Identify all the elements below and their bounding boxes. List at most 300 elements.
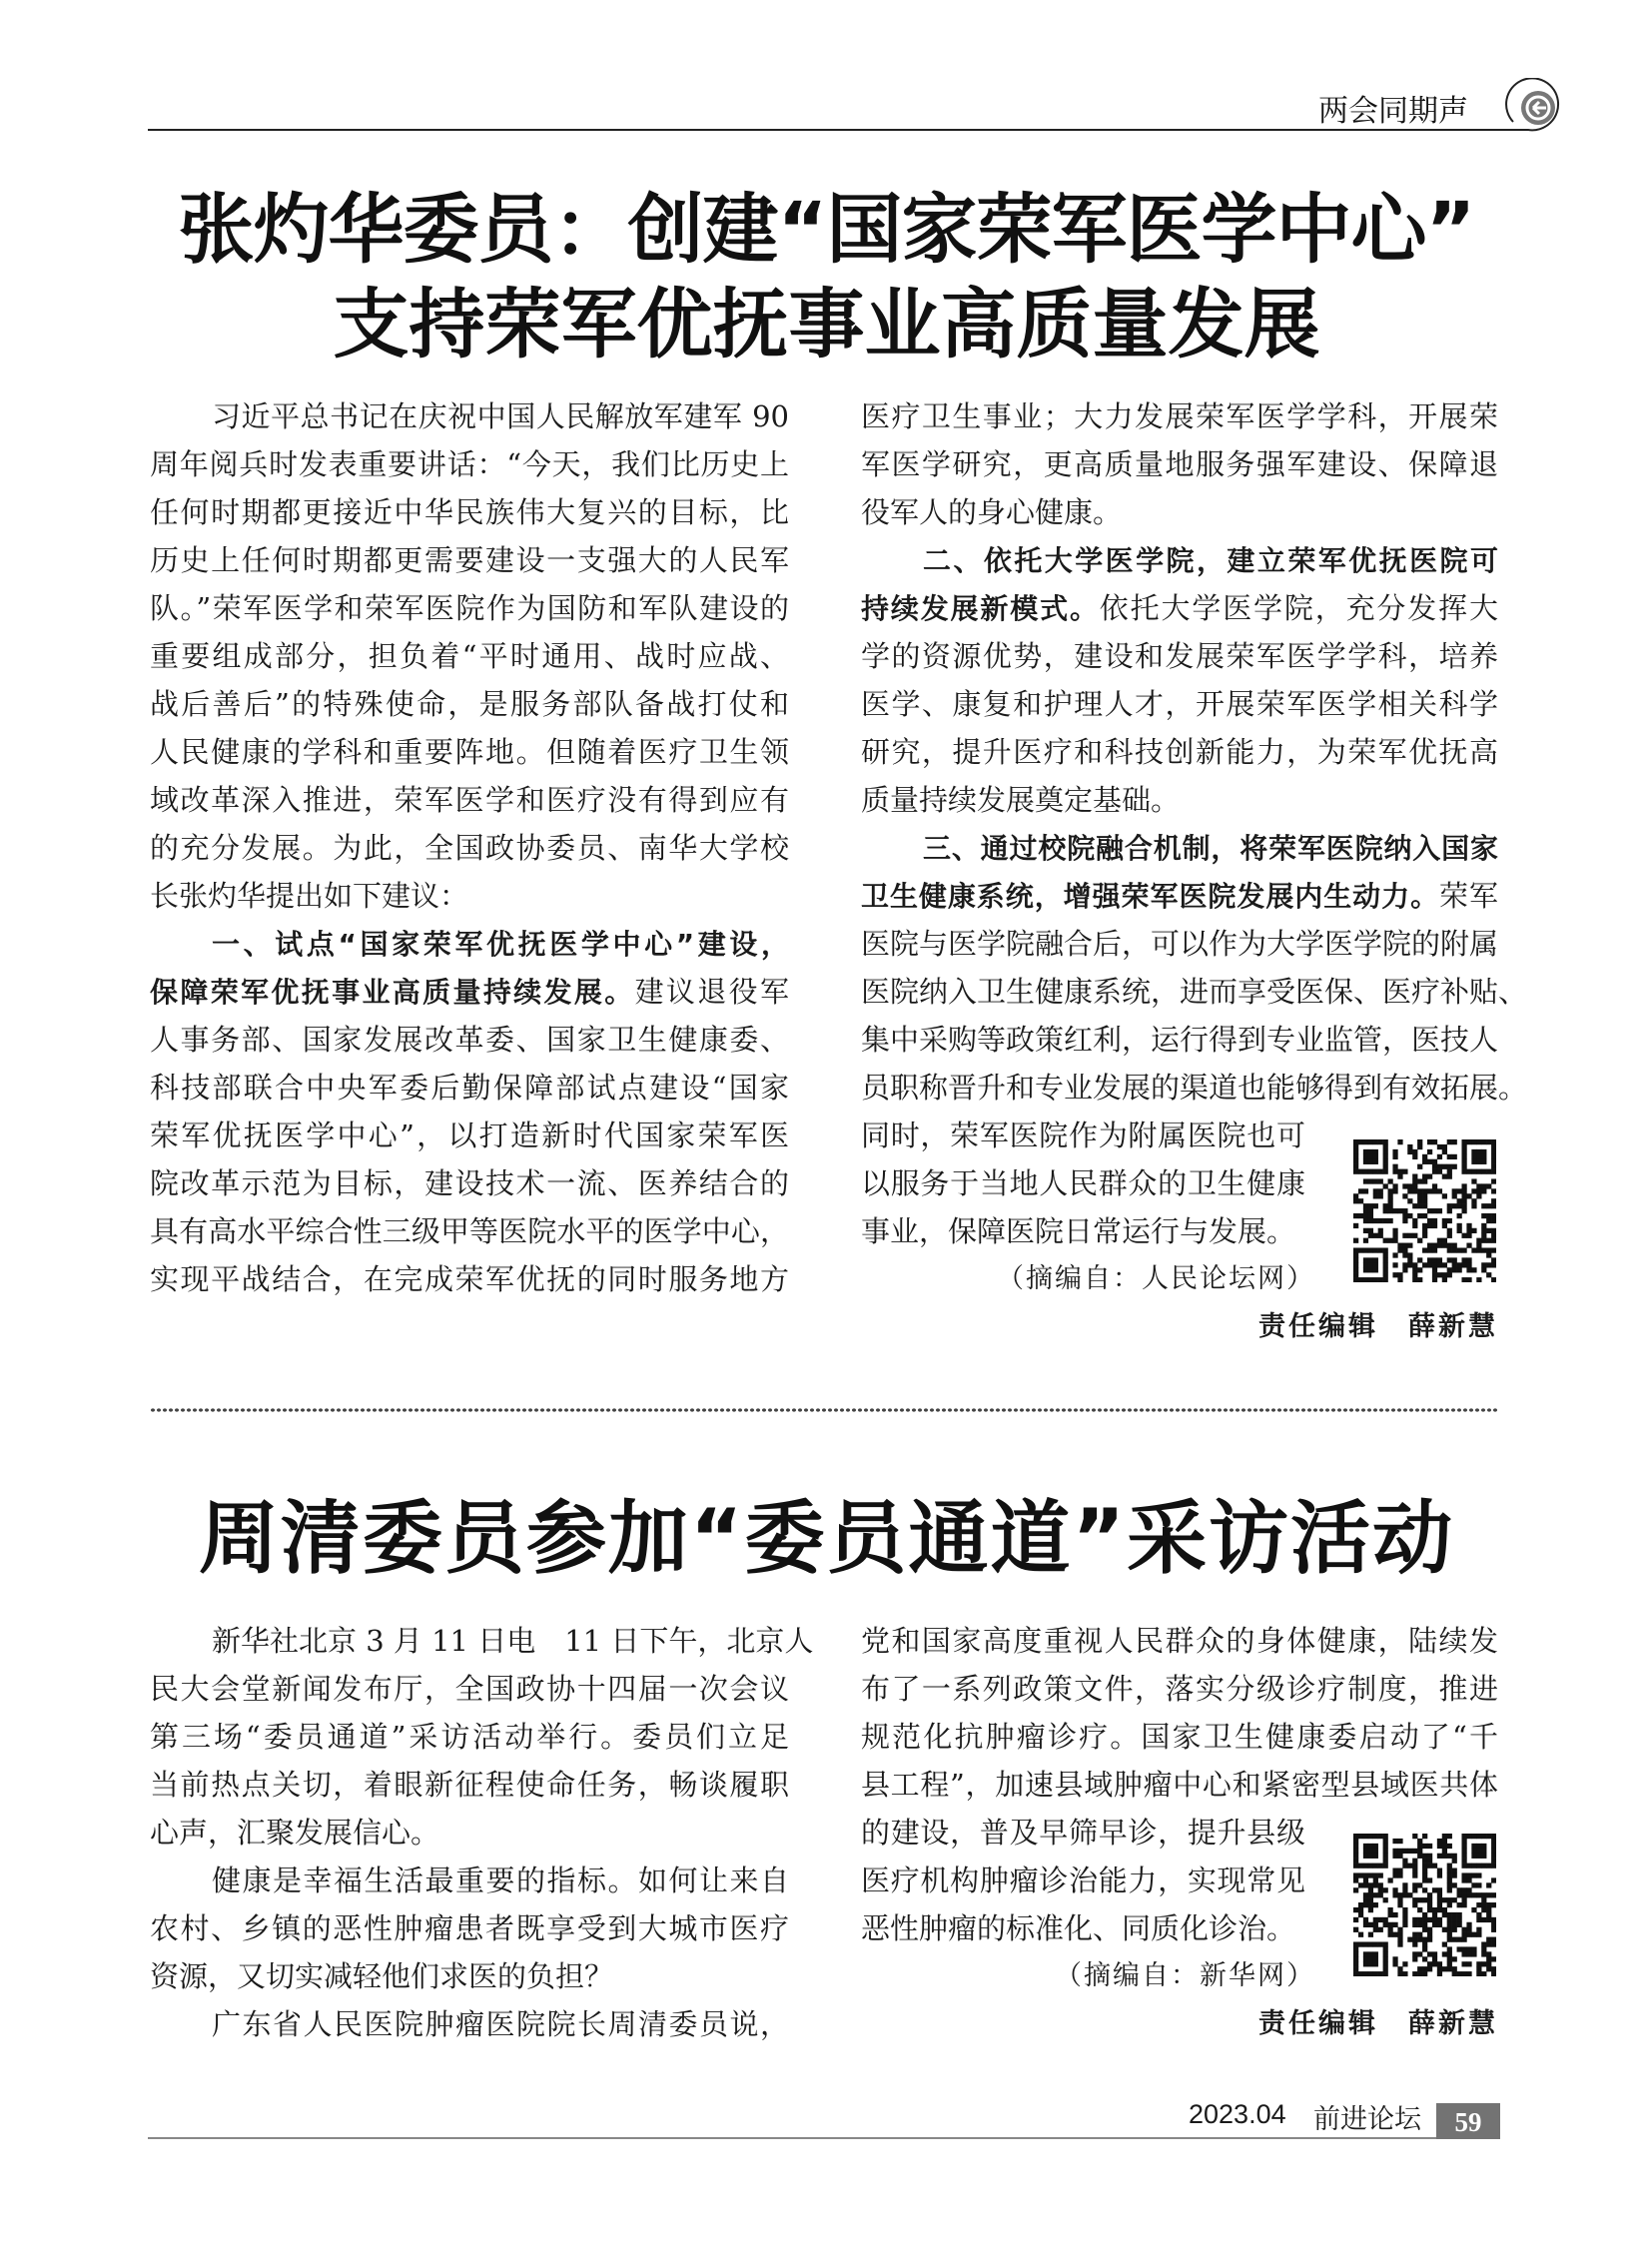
qr-module (1363, 1267, 1368, 1272)
qr-module (1417, 1932, 1422, 1937)
qr-module (1412, 1887, 1417, 1892)
body-text: 以服务于当地人民群众的卫生健康 (861, 1166, 1305, 1200)
qr-module (1491, 1941, 1496, 1946)
qr-module (1486, 1937, 1491, 1942)
qr-module (1392, 1872, 1397, 1877)
qr-module (1378, 1882, 1383, 1887)
qr-module (1373, 1154, 1378, 1159)
qr-module (1373, 1956, 1378, 1961)
bold-lead-text: 保障荣军优抚事业高质量持续发展。 (150, 976, 635, 1009)
body-text: 医院与医学院融合后，可以作为大学医学院的附属 (861, 927, 1499, 961)
qr-module (1447, 1951, 1452, 1956)
qr-module (1461, 1188, 1466, 1193)
qr-module (1491, 1844, 1496, 1849)
qr-module (1442, 1951, 1447, 1956)
qr-module (1358, 1277, 1363, 1282)
text-line (861, 488, 1498, 536)
qr-module (1383, 1257, 1388, 1262)
qr-module (1422, 1198, 1427, 1203)
qr-module (1491, 1198, 1496, 1203)
qr-module (1392, 1932, 1397, 1937)
qr-module (1402, 1193, 1407, 1198)
body-text: 人民健康的学科和重要阵地。但随着医疗卫生领 (150, 735, 789, 769)
qr-module (1383, 1183, 1388, 1188)
qr-module (1452, 1154, 1457, 1159)
qr-module (1466, 1223, 1471, 1228)
qr-module (1481, 1233, 1486, 1238)
qr-module (1392, 1854, 1397, 1859)
qr-module (1388, 1927, 1393, 1932)
qr-module (1368, 1149, 1373, 1154)
qr-module (1407, 1849, 1412, 1854)
qr-module (1383, 1956, 1388, 1961)
qr-module (1358, 1941, 1363, 1946)
qr-module (1452, 1262, 1457, 1267)
qr-module (1422, 1868, 1427, 1873)
qr-module (1491, 1218, 1496, 1223)
qr-module (1476, 1149, 1481, 1154)
qr-module (1442, 1839, 1447, 1844)
qr-module (1466, 1961, 1471, 1966)
qr-module (1447, 1174, 1452, 1179)
body-text: 质量持续发展奠定基础。 (861, 783, 1181, 817)
qr-module (1368, 1907, 1373, 1912)
qr-module (1358, 1872, 1363, 1877)
qr-module (1417, 1257, 1422, 1262)
qr-module (1397, 1243, 1402, 1248)
qr-module (1452, 1139, 1457, 1144)
qr-module (1442, 1144, 1447, 1149)
qr-module (1358, 1971, 1363, 1976)
body-text: 实现平战结合，在完成荣军优抚的同时服务地方 (150, 1262, 789, 1296)
qr-module (1392, 1892, 1397, 1897)
body-text: 习近平总书记在庆祝中国人民解放军建军 90 (212, 399, 789, 433)
qr-module (1373, 1917, 1378, 1922)
qr-module (1373, 1877, 1378, 1882)
qr-module (1432, 1169, 1437, 1174)
qr-module (1457, 1922, 1462, 1927)
qr-module (1363, 1178, 1368, 1183)
qr-module (1422, 1844, 1427, 1849)
qr-module (1422, 1937, 1427, 1942)
qr-module (1427, 1139, 1432, 1144)
qr-module (1432, 1247, 1437, 1252)
text-line (150, 920, 789, 968)
qr-module (1432, 1243, 1437, 1248)
qr-module (1447, 1267, 1452, 1272)
qr-module (1427, 1966, 1432, 1971)
body-text: 民大会堂新闻发布厅，全国政协十四届一次会议 (150, 1672, 789, 1706)
article1-left-column (150, 392, 789, 1303)
qr-module (1417, 1897, 1422, 1902)
qr-module (1363, 1262, 1368, 1267)
text-line (150, 1713, 789, 1761)
qr-module (1457, 1267, 1462, 1272)
qr-module (1447, 1877, 1452, 1882)
qr-module (1476, 1872, 1481, 1877)
qr-module (1432, 1183, 1437, 1188)
text-line (861, 920, 1498, 968)
qr-module (1353, 1159, 1358, 1164)
qr-module (1378, 1228, 1383, 1233)
qr-module (1383, 1946, 1388, 1951)
qr-module (1353, 1864, 1358, 1868)
qr-module (1457, 1228, 1462, 1233)
qr-module (1481, 1844, 1486, 1849)
qr-module (1466, 1193, 1471, 1198)
qr-module (1363, 1247, 1368, 1252)
qr-module (1461, 1897, 1466, 1902)
qr-module (1432, 1917, 1437, 1922)
qr-module (1373, 1961, 1378, 1966)
qr-module (1447, 1844, 1452, 1849)
qr-module (1363, 1213, 1368, 1218)
qr-module (1397, 1941, 1402, 1946)
qr-module (1378, 1927, 1383, 1932)
qr-module (1383, 1839, 1388, 1844)
text-line (150, 1809, 789, 1857)
qr-module (1466, 1233, 1471, 1238)
qr-module (1461, 1203, 1466, 1208)
qr-module (1466, 1262, 1471, 1267)
qr-module (1491, 1839, 1496, 1844)
qr-module (1432, 1267, 1437, 1272)
qr-module (1353, 1257, 1358, 1262)
qr-module (1461, 1198, 1466, 1203)
qr-module (1432, 1257, 1437, 1262)
qr-module (1417, 1193, 1422, 1198)
qr-module (1378, 1941, 1383, 1946)
qr-module (1447, 1922, 1452, 1927)
qr-module (1476, 1243, 1481, 1248)
qr-module (1466, 1946, 1471, 1951)
qr-module (1491, 1917, 1496, 1922)
qr-module (1461, 1193, 1466, 1198)
qr-module (1466, 1877, 1471, 1882)
qr-module (1383, 1854, 1388, 1859)
qr-module (1442, 1277, 1447, 1282)
qr-module (1402, 1882, 1407, 1887)
qr-module (1466, 1139, 1471, 1144)
qr-module (1432, 1223, 1437, 1228)
qr-module (1437, 1844, 1442, 1849)
qr-module (1392, 1228, 1397, 1233)
qr-module (1353, 1839, 1358, 1844)
qr-module (1471, 1203, 1476, 1208)
qr-module (1412, 1262, 1417, 1267)
qr-module (1388, 1922, 1393, 1927)
qr-module (1417, 1907, 1422, 1912)
qr-module (1363, 1238, 1368, 1243)
qr-module (1461, 1872, 1466, 1877)
qr-module (1461, 1937, 1466, 1942)
qr-module (1476, 1154, 1481, 1159)
qr-module (1383, 1917, 1388, 1922)
qr-module (1397, 1854, 1402, 1859)
qr-module (1471, 1864, 1476, 1868)
qr-module (1452, 1257, 1457, 1262)
qr-module (1471, 1946, 1476, 1951)
qr-module (1452, 1164, 1457, 1169)
qr-module (1432, 1218, 1437, 1223)
qr-module (1378, 1193, 1383, 1198)
qr-module (1471, 1188, 1476, 1193)
qr-module (1422, 1956, 1427, 1961)
qr-module (1407, 1188, 1412, 1193)
qr-module (1353, 1252, 1358, 1257)
qr-module (1378, 1218, 1383, 1223)
qr-module (1407, 1149, 1412, 1154)
qr-module (1471, 1907, 1476, 1912)
text-line (861, 392, 1498, 440)
qr-module (1461, 1164, 1466, 1169)
qr-module (1422, 1927, 1427, 1932)
bold-lead-text: 三、通过校院融合机制，将荣军医院纳入国家 (923, 832, 1498, 865)
qr-module (1461, 1183, 1466, 1188)
text-line (861, 824, 1498, 872)
text-line (150, 1761, 789, 1809)
body-text: 院改革示范为目标，建设技术一流、医养结合的 (150, 1166, 789, 1200)
qr-module (1481, 1228, 1486, 1233)
text-line (861, 1617, 1498, 1665)
qr-module (1427, 1917, 1432, 1922)
qr-module (1427, 1902, 1432, 1907)
qr-module (1353, 1951, 1358, 1956)
qr-module (1383, 1849, 1388, 1854)
qr-module (1481, 1154, 1486, 1159)
qr-module (1447, 1946, 1452, 1951)
qr-module (1422, 1859, 1427, 1864)
qr-module (1491, 1164, 1496, 1169)
qr-module (1437, 1961, 1442, 1966)
qr-module (1427, 1907, 1432, 1912)
qr-module (1383, 1951, 1388, 1956)
qr-module (1402, 1247, 1407, 1252)
qr-module (1427, 1262, 1432, 1267)
qr-module (1412, 1154, 1417, 1159)
qr-module (1447, 1868, 1452, 1873)
qr-module (1358, 1169, 1363, 1174)
qr-module (1412, 1267, 1417, 1272)
qr-module (1486, 1941, 1491, 1946)
qr-module (1358, 1247, 1363, 1252)
qr-module (1481, 1971, 1486, 1976)
qr-module (1417, 1849, 1422, 1854)
qr-module (1368, 1218, 1373, 1223)
text-line (861, 872, 1498, 920)
qr-module (1353, 1854, 1358, 1859)
qr-module (1437, 1872, 1442, 1877)
qr-module (1452, 1854, 1457, 1859)
qr-module (1373, 1267, 1378, 1272)
qr-module (1486, 1218, 1491, 1223)
body-text: 历史上任何时期都更需要建设一支强大的人民军 (150, 543, 789, 577)
qr-module (1422, 1233, 1427, 1238)
article2-right-column (861, 1617, 1498, 1809)
qr-module (1407, 1864, 1412, 1868)
qr-module (1397, 1247, 1402, 1252)
qr-module (1447, 1233, 1452, 1238)
text-line (150, 680, 789, 728)
qr-module (1402, 1922, 1407, 1927)
qr-module (1353, 1971, 1358, 1976)
qr-module (1427, 1844, 1432, 1849)
qr-module (1491, 1971, 1496, 1976)
qr-module (1466, 1892, 1471, 1897)
qr-module (1476, 1159, 1481, 1164)
qr-module (1412, 1188, 1417, 1193)
qr-module (1437, 1154, 1442, 1159)
qr-module (1383, 1922, 1388, 1927)
qr-module (1447, 1882, 1452, 1887)
bold-lead-text: 一、试点“国家荣军优抚医学中心”建设， (212, 928, 789, 961)
qr-module (1368, 1887, 1373, 1892)
qr-module (1383, 1864, 1388, 1868)
qr-module (1363, 1902, 1368, 1907)
article2-right-narrow (861, 1809, 1305, 1952)
text-line (150, 1159, 789, 1207)
qr-module (1388, 1238, 1393, 1243)
qr-module (1383, 1844, 1388, 1849)
qr-module (1461, 1971, 1466, 1976)
text-line (861, 536, 1498, 584)
qr-module (1457, 1223, 1462, 1228)
body-text: 人事务部、国家发展改革委、国家卫生健康委、 (150, 1023, 789, 1057)
qr-module (1383, 1203, 1388, 1208)
qr-module (1402, 1912, 1407, 1917)
qr-module (1368, 1922, 1373, 1927)
qr-module (1461, 1892, 1466, 1897)
qr-module (1447, 1208, 1452, 1213)
qr-module (1397, 1868, 1402, 1873)
qr-module (1397, 1139, 1402, 1144)
qr-module (1392, 1252, 1397, 1257)
qr-module (1358, 1907, 1363, 1912)
qr-module (1476, 1834, 1481, 1839)
qr-module (1378, 1834, 1383, 1839)
qr-module (1432, 1164, 1437, 1169)
qr-module (1353, 1267, 1358, 1272)
qr-module (1373, 1927, 1378, 1932)
qr-module (1437, 1907, 1442, 1912)
qr-module (1447, 1932, 1452, 1937)
qr-module (1486, 1966, 1491, 1971)
qr-module (1491, 1233, 1496, 1238)
qr-module (1457, 1946, 1462, 1951)
qr-module (1412, 1859, 1417, 1864)
text-line (861, 968, 1528, 1016)
qr-module (1442, 1238, 1447, 1243)
qr-module (1373, 1262, 1378, 1267)
qr-module (1447, 1169, 1452, 1174)
qr-module (1353, 1169, 1358, 1174)
qr-module (1486, 1864, 1491, 1868)
qr-module (1383, 1272, 1388, 1277)
qr-module (1378, 1971, 1383, 1976)
qr-module (1417, 1277, 1422, 1282)
qr-module (1486, 1262, 1491, 1267)
text-line (150, 776, 789, 824)
body-text: 的充分发展。为此，全国政协委员、南华大学校 (150, 831, 789, 865)
qr-module (1353, 1223, 1358, 1228)
qr-module (1442, 1262, 1447, 1267)
qr-module (1363, 1149, 1368, 1154)
qr-module (1392, 1262, 1397, 1267)
qr-module (1383, 1966, 1388, 1971)
qr-module (1373, 1922, 1378, 1927)
qr-module (1358, 1882, 1363, 1887)
qr-module (1392, 1188, 1397, 1193)
text-line (150, 488, 789, 536)
body-text: 役军人的身心健康。 (861, 495, 1123, 529)
qr-module (1368, 1897, 1373, 1902)
qr-module (1447, 1139, 1452, 1144)
qr-module (1471, 1951, 1476, 1956)
qr-module (1471, 1247, 1476, 1252)
qr-module (1476, 1932, 1481, 1937)
qr-module (1397, 1839, 1402, 1844)
qr-module (1368, 1961, 1373, 1966)
qr-module (1461, 1902, 1466, 1907)
qr-module (1491, 1149, 1496, 1154)
qr-module (1353, 1238, 1358, 1243)
qr-module (1466, 1932, 1471, 1937)
article2-source: （摘编自：新华网） (1055, 1960, 1315, 1991)
qr-module (1437, 1208, 1442, 1213)
qr-module (1373, 1849, 1378, 1854)
qr-module (1437, 1854, 1442, 1859)
qr-module (1363, 1961, 1368, 1966)
qr-module (1481, 1238, 1486, 1243)
article1-qr-code (1353, 1139, 1496, 1282)
qr-module (1452, 1922, 1457, 1927)
qr-module (1491, 1213, 1496, 1218)
qr-module (1392, 1272, 1397, 1277)
qr-module (1363, 1208, 1368, 1213)
qr-module (1437, 1887, 1442, 1892)
qr-module (1442, 1854, 1447, 1859)
qr-module (1432, 1922, 1437, 1927)
qr-module (1471, 1854, 1476, 1859)
qr-module (1481, 1149, 1486, 1154)
qr-module (1392, 1208, 1397, 1213)
article2-qr-code (1353, 1834, 1496, 1976)
qr-module (1417, 1844, 1422, 1849)
qr-module (1427, 1897, 1432, 1902)
qr-module (1392, 1183, 1397, 1188)
qr-module (1432, 1277, 1437, 1282)
qr-module (1383, 1887, 1388, 1892)
qr-module (1476, 1188, 1481, 1193)
qr-module (1407, 1183, 1412, 1188)
qr-module (1412, 1183, 1417, 1188)
qr-module (1442, 1834, 1447, 1839)
qr-module (1373, 1854, 1378, 1859)
qr-module (1368, 1849, 1373, 1854)
qr-module (1417, 1267, 1422, 1272)
article1-right-column (861, 392, 1528, 1112)
qr-module (1363, 1882, 1368, 1887)
qr-module (1442, 1223, 1447, 1228)
body-text: 队。”荣军医学和荣军医院作为国防和军队建设的 (150, 591, 789, 625)
qr-module (1363, 1257, 1368, 1262)
qr-module (1461, 1946, 1466, 1951)
qr-module (1486, 1203, 1491, 1208)
body-text: 周年阅兵时发表重要讲话：“今天，我们比历史上 (150, 447, 789, 481)
qr-module (1417, 1971, 1422, 1976)
qr-module (1397, 1966, 1402, 1971)
qr-module (1442, 1844, 1447, 1849)
